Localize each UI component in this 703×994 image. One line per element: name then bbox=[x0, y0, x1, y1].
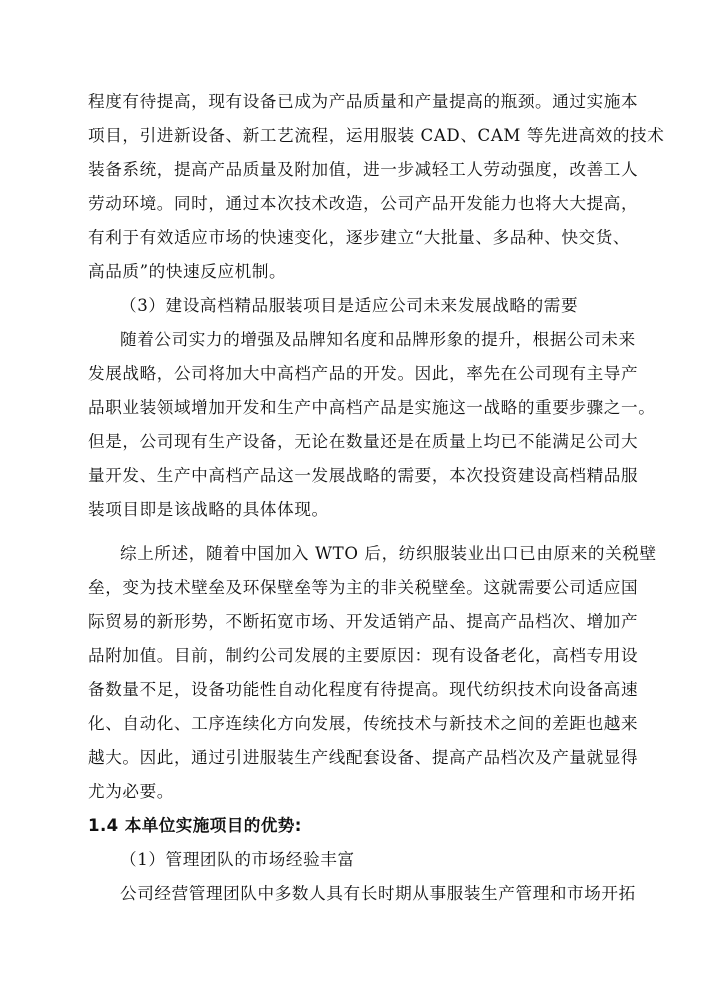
section-heading: 1.4 本单位实施项目的优势: bbox=[88, 816, 302, 835]
paragraph-line: 垒，变为技术壁垒及环保壁垒等为主的非关税壁垒。这就需要公司适应国 bbox=[88, 578, 639, 597]
paragraph-line: 但是，公司现有生产设备，无论在数量还是在质量上均已不能满足公司大 bbox=[88, 432, 639, 451]
paragraph-line: 品附加值。目前，制约公司发展的主要原因：现有设备老化，高档专用设 bbox=[88, 646, 639, 665]
paragraph-line: 量开发、生产中高档产品这一发展战略的需要，本次投资建设高档精品服 bbox=[88, 466, 639, 485]
paragraph-line: 尤为必要。 bbox=[88, 782, 174, 801]
paragraph-line: 品职业装领域增加开发和生产中高档产品是实施这一战略的重要步骤之一。 bbox=[88, 398, 656, 417]
paragraph-line: 装项目即是该战略的具体体现。 bbox=[88, 500, 329, 519]
paragraph-line: 项目，引进新设备、新工艺流程，运用服装 CAD、CAM 等先进高效的技术 bbox=[88, 126, 665, 145]
subsection-title: （3）建设高档精品服装项目是适应公司未来发展战略的需要 bbox=[120, 296, 579, 315]
paragraph-line: 有利于有效适应市场的快速变化，逐步建立“大批量、多品种、快交货、 bbox=[88, 228, 631, 247]
paragraph-line: 劳动环境。同时，通过本次技术改造，公司产品开发能力也将大大提高， bbox=[88, 194, 639, 213]
paragraph-line: 化、自动化、工序连续化方向发展，传统技术与新技术之间的差距也越来 bbox=[88, 714, 639, 733]
paragraph-line: 程度有待提高，现有设备已成为产品质量和产量提高的瓶颈。通过实施本 bbox=[88, 92, 639, 111]
paragraph-line: 公司经营管理团队中多数人具有长时期从事服装生产管理和市场开拓 bbox=[120, 884, 636, 903]
paragraph-line: 发展战略，公司将加大中高档产品的开发。因此，率先在公司现有主导产 bbox=[88, 364, 639, 383]
paragraph-line: 高品质”的快速反应机制。 bbox=[88, 262, 287, 281]
paragraph-line: 随着公司实力的增强及品牌知名度和品牌形象的提升，根据公司未来 bbox=[120, 330, 636, 349]
subsection-title: （1）管理团队的市场经验丰富 bbox=[120, 850, 355, 869]
paragraph-line: 装备系统，提高产品质量及附加值，进一步减轻工人劳动强度，改善工人 bbox=[88, 160, 639, 179]
paragraph-line: 越大。因此，通过引进服装生产线配套设备、提高产品档次及产量就显得 bbox=[88, 748, 639, 767]
paragraph-line: 备数量不足，设备功能性自动化程度有待提高。现代纺织技术向设备高速 bbox=[88, 680, 639, 699]
paragraph-line: 际贸易的新形势，不断拓宽市场、开发适销产品、提高产品档次、增加产 bbox=[88, 612, 639, 631]
paragraph-line: 综上所述，随着中国加入 WTO 后，纺织服装业出口已由原来的关税壁 bbox=[120, 544, 657, 563]
